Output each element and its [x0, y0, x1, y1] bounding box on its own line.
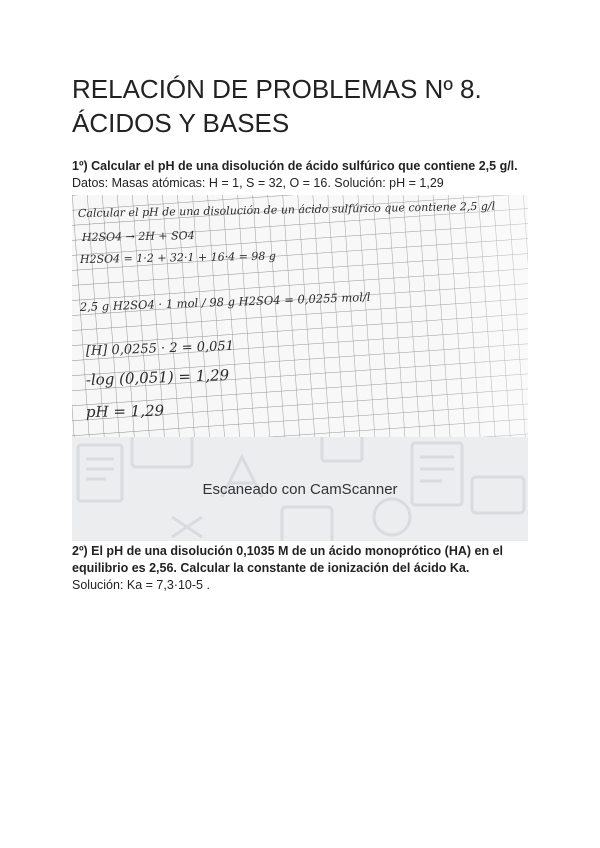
handwritten-line-7: pH = 1,29: [85, 401, 165, 421]
handwritten-scan: [72, 195, 528, 437]
handwritten-line-6: -log (0,051) = 1,29: [85, 366, 230, 389]
camscanner-banner: [72, 437, 528, 541]
handwritten-line-5: [H] 0,0255 · 2 = 0,051: [85, 338, 235, 359]
problem-1-statement: 1º) Calcular el pH de una disolución de ácido sulfúrico que contiene 2,5 g/l.: [72, 159, 518, 173]
page-title: [72, 72, 542, 140]
problem-2: [72, 543, 542, 594]
problem-1: [72, 158, 542, 192]
title-line-2: ÁCIDOS Y BASES: [72, 108, 290, 138]
handwritten-line-3: H2SO4 = 1·2 + 32·1 + 16·4 = 98 g: [79, 249, 277, 266]
handwritten-line-2: H2SO4 → 2H + SO4: [81, 229, 195, 244]
handwritten-line-1: Calcular el pH de una disolución de un ácido sulfúrico que contiene 2,5 g/l: [77, 199, 496, 220]
grid-paper: [72, 195, 528, 437]
handwritten-line-4: 2,5 g H2SO4 · 1 mol / 98 g H2SO4 = 0,0255 mol/l: [79, 289, 371, 314]
problem-1-data: Datos: Masas atómicas: H = 1, S = 32, O = 16. Solución: pH = 1,29: [72, 176, 444, 190]
problem-2-statement: 2º) El pH de una disolución 0,1035 M de un ácido monoprótico (HA) en el equilibrio es 2,56. Calcular la constante de ionización del ácido Ka.: [72, 544, 504, 575]
title-line-1: RELACIÓN DE PROBLEMAS Nº 8.: [72, 74, 482, 104]
problem-2-solution: Solución: Ka = 7,3·10-5 .: [72, 578, 210, 592]
camscanner-label: Escaneado con CamScanner: [202, 481, 398, 498]
